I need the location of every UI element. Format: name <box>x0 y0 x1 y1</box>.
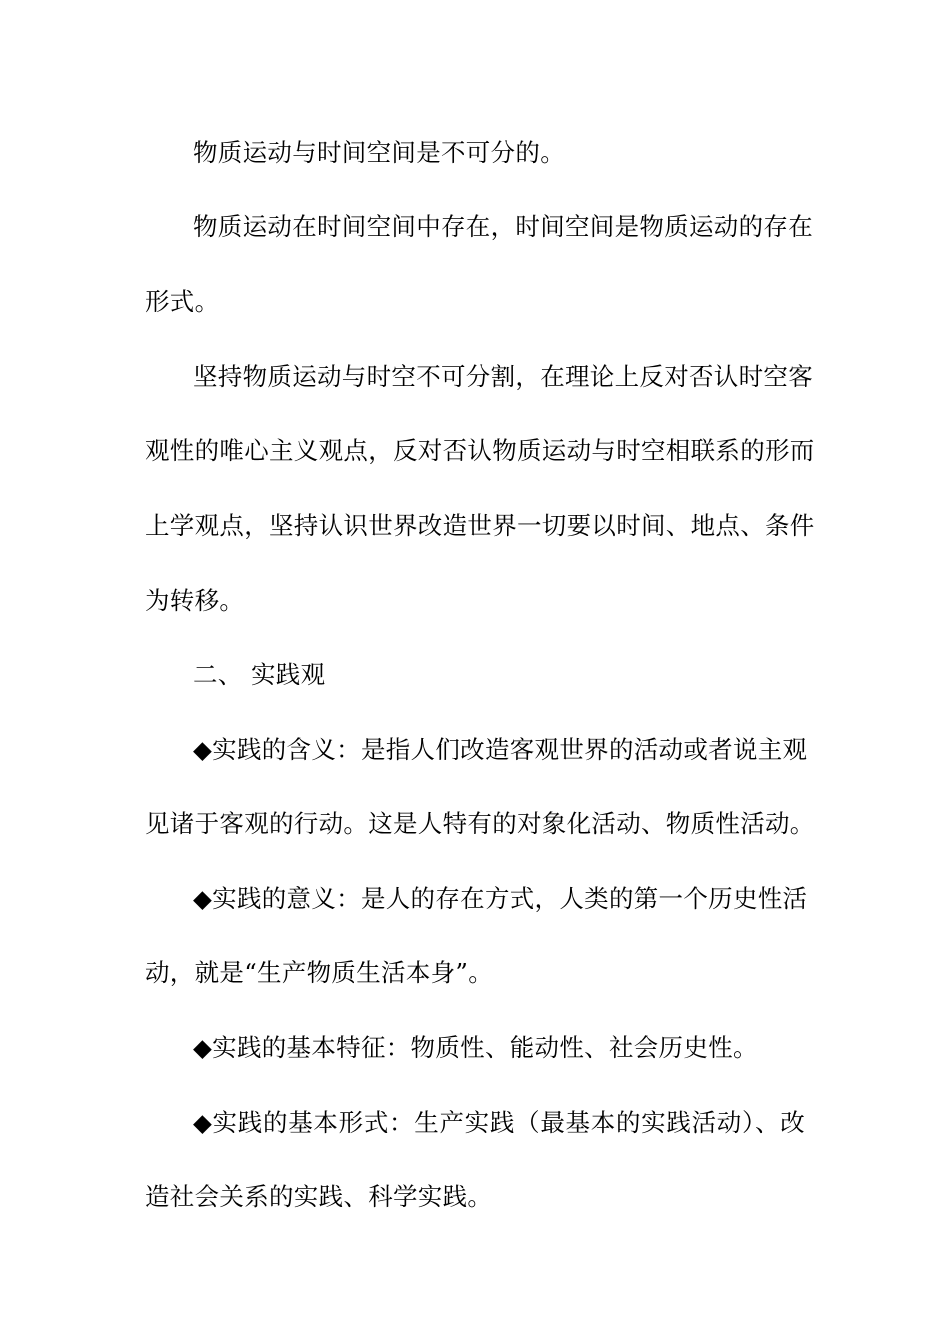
section-heading <box>193 660 805 690</box>
paragraph-line: 造社会关系的实践、科学实践。 <box>145 1182 493 1211</box>
section-number: 二、 <box>193 660 243 689</box>
bullet-paragraph-line: ◆实践的意义：是人的存在方式，人类的第一个历史性活 <box>193 884 808 913</box>
paragraph-line: 物质运动与时间空间是不可分的。 <box>193 138 565 167</box>
paragraph-line: 物质运动在时间空间中存在，时间空间是物质运动的存在 <box>193 212 813 241</box>
bullet-paragraph-line: ◆实践的基本特征：物质性、能动性、社会历史性。 <box>193 1033 758 1062</box>
paragraph-line: 动，就是“生产物质生活本身”。 <box>145 958 494 987</box>
paragraph-line: 上学观点，坚持认识世界改造世界一切要以时间、地点、条件 <box>145 511 815 540</box>
section-title: 实践观 <box>251 660 326 689</box>
paragraph-line: 见诸于客观的行动。这是人特有的对象化活动、物质性活动。 <box>145 809 815 838</box>
paragraph-line: 观性的唯心主义观点，反对否认物质运动与时空相联系的形而 <box>145 436 815 465</box>
bullet-paragraph-line: ◆实践的基本形式：生产实践（最基本的实践活动）、改 <box>193 1108 805 1137</box>
paragraph-line: 形式。 <box>145 287 220 316</box>
bullet-paragraph-line: ◆实践的含义：是指人们改造客观世界的活动或者说主观 <box>193 735 808 764</box>
paragraph-line: 坚持物质运动与时空不可分割，在理论上反对否认时空客 <box>193 362 813 391</box>
paragraph-line: 为转移。 <box>145 586 245 615</box>
